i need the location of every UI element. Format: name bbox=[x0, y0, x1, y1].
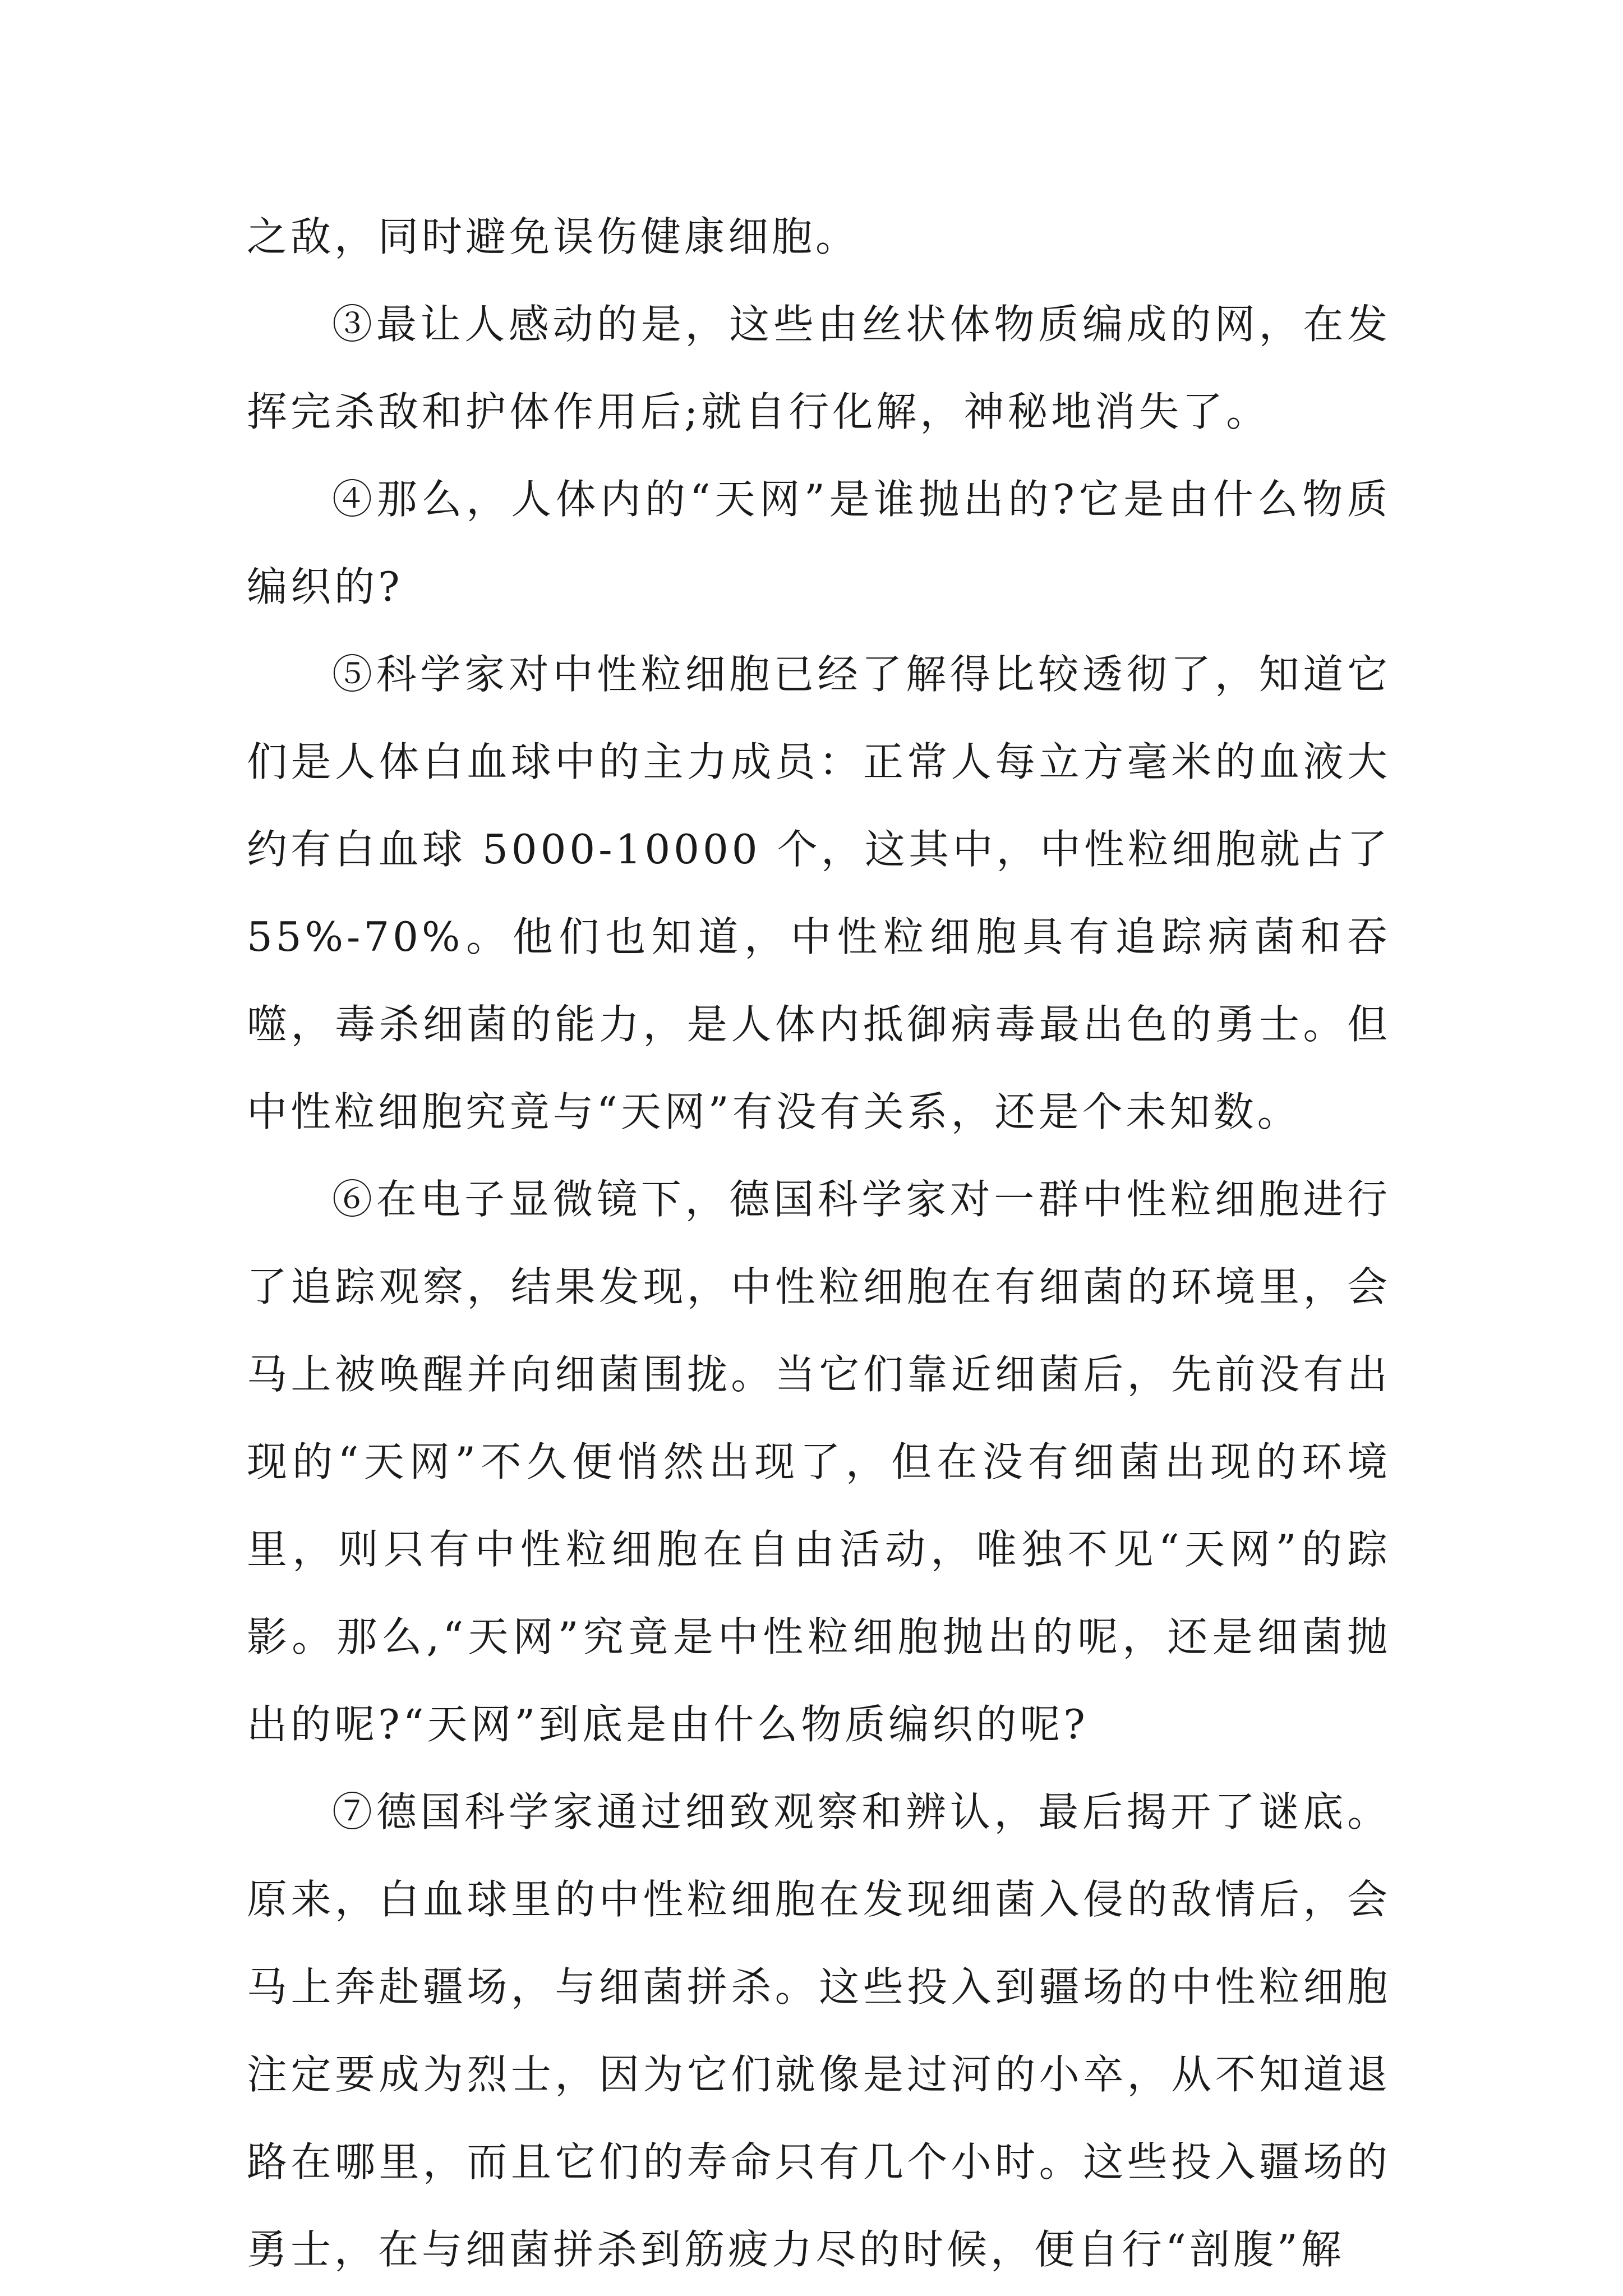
paragraph-continuation: 之敌，同时避免误伤健康细胞。 bbox=[247, 213, 860, 260]
paragraph-5: ⑤科学家对中性粒细胞已经了解得比较透彻了，知道它们是人体白血球中的主力成员：正常人每立方毫米的血液大约有白血球 5000-10000 个，这其中，中性粒细胞就占了55%-70%。他们也知道，中性粒细胞具有追踪病菌和吞噬，毒杀细菌的能力，是人体内抵御病毒最出色的勇士。但中性粒细胞究竟与“天网”有没有关系，还是个未知数。 bbox=[247, 651, 1391, 1135]
document-body bbox=[247, 193, 1391, 2293]
paragraph-7: ⑦德国科学家通过细致观察和辨认，最后揭开了谜底。原来，白血球里的中性粒细胞在发现细菌入侵的敌情后，会马上奔赴疆场，与细菌拼杀。这些投入到疆场的中性粒细胞注定要成为烈士，因为它们就像是过河的小卒，从不知道退路在哪里，而且它们的寿命只有几个小时。这些投入疆场的勇士，在与细菌拼杀到筋疲力尽的时候，便自行“剖腹”解 bbox=[247, 1788, 1391, 2273]
paragraph-6: ⑥在电子显微镜下，德国科学家对一群中性粒细胞进行了追踪观察，结果发现，中性粒细胞在有细菌的环境里，会马上被唤醒并向细菌围拢。当它们靠近细菌后，先前没有出现的“天网”不久便悄然出现了，但在没有细菌出现的环境里，则只有中性粒细胞在自由活动，唯独不见“天网”的踪影。那么,“天网”究竟是中性粒细胞抛出的呢，还是细菌抛出的呢?“天网”到底是由什么物质编织的呢? bbox=[247, 1176, 1391, 1748]
paragraph-4: ④那么，人体内的“天网”是谁抛出的?它是由什么物质编织的? bbox=[247, 476, 1391, 610]
paragraph-3: ③最让人感动的是，这些由丝状体物质编成的网，在发挥完杀敌和护体作用后;就自行化解，神秘地消失了。 bbox=[247, 301, 1391, 435]
